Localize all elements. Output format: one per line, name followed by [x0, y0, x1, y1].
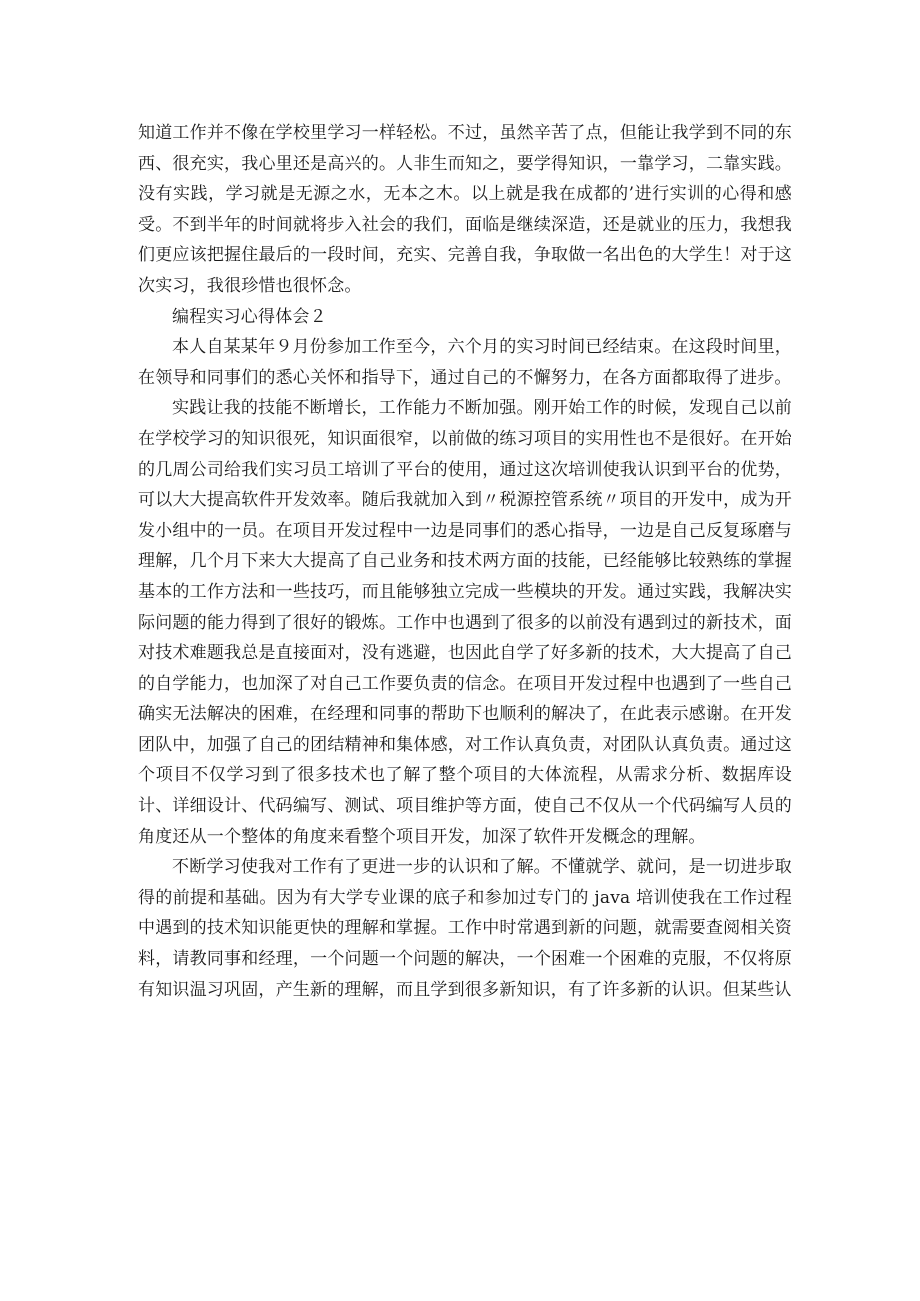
document-page [138, 118, 792, 1005]
paragraph: 本人自某某年９月份参加工作至今，六个月的实习时间已经结束。在这段时间里，在领导和同事们的悉心关怀和指导下，通过自己的不懈努力，在各方面都取得了进步。 [138, 337, 792, 388]
paragraph: 实践让我的技能不断增长，工作能力不断加强。刚开始工作的时候，发现自己以前在学校学习的知识很死，知识面很窄，以前做的练习项目的实用性也不是很好。在开始的几周公司给我们实习员工培训了平台的使用，通过这次培训使我认识到平台的优势，可以大大提高软件开发效率。随后我就加入到〃税源控管系统〃项目的开发中，成为开发小组中的一员。在项目开发过程中一边是同事们的悉心指导，一边是自己反复琢磨与理解，几个月下来大大提高了自己业务和技术两方面的技能，已经能够比较熟练的掌握基本的工作方法和一些技巧，而且能够独立完成一些模块的开发。通过实践，我解决实际问题的能力得到了很好的锻炼。工作中也遇到了很多的以前没有遇到过的新技术，面对技术难题我总是直接面对，没有逃避，也因此自学了好多新的技术，大大提高了自己的自学能力，也加深了对自己工作要负责的信念。在项目开发过程中也遇到了一些自己确实无法解决的困难，在经理和同事的帮助下也顺利的解决了，在此表示感谢。在开发团队中，加强了自己的团结精神和集体感，对工作认真负责，对团队认真负责。通过这个项目不仅学习到了很多技术也了解了整个项目的大体流程，从需求分析、数据库设计、详细设计、代码编写、测试、项目维护等方面，使自己不仅从一个代码编写人员的角度还从一个整体的角度来看整个项目开发，加深了软件开发概念的理解。 [138, 398, 792, 847]
paragraph-continuation: 知道工作并不像在学校里学习一样轻松。不过，虽然辛苦了点，但能让我学到不同的东西、很充实，我心里还是高兴的。人非生而知之，要学得知识，一靠学习，二靠实践。没有实践，学习就是无源之水，无本之木。以上就是我在成都的’进行实训的心得和感受。不到半年的时间就将步入社会的我们，面临是继续深造，还是就业的压力，我想我们更应该把握住最后的一段时间，充实、完善自我，争取做一名出色的大学生！对于这次实习，我很珍惜也很怀念。 [138, 123, 792, 296]
section-heading: 编程实习心得体会２ [172, 306, 327, 327]
paragraph: 不断学习使我对工作有了更进一步的认识和了解。不懂就学、就问，是一切进步取得的前提和基础。因为有大学专业课的底子和参加过专门的 java 培训使我在工作过程中遇到的技术知识能更快的理解和掌握。工作中时常遇到新的问题，就需要查阅相关资料，请教同事和经理，一个问题一个问题的解决，一个困难一个困难的克服，不仅将原有知识温习巩固，产生新的理解，而且学到很多新知识，有了许多新的认识。但某些认 [138, 857, 792, 1000]
